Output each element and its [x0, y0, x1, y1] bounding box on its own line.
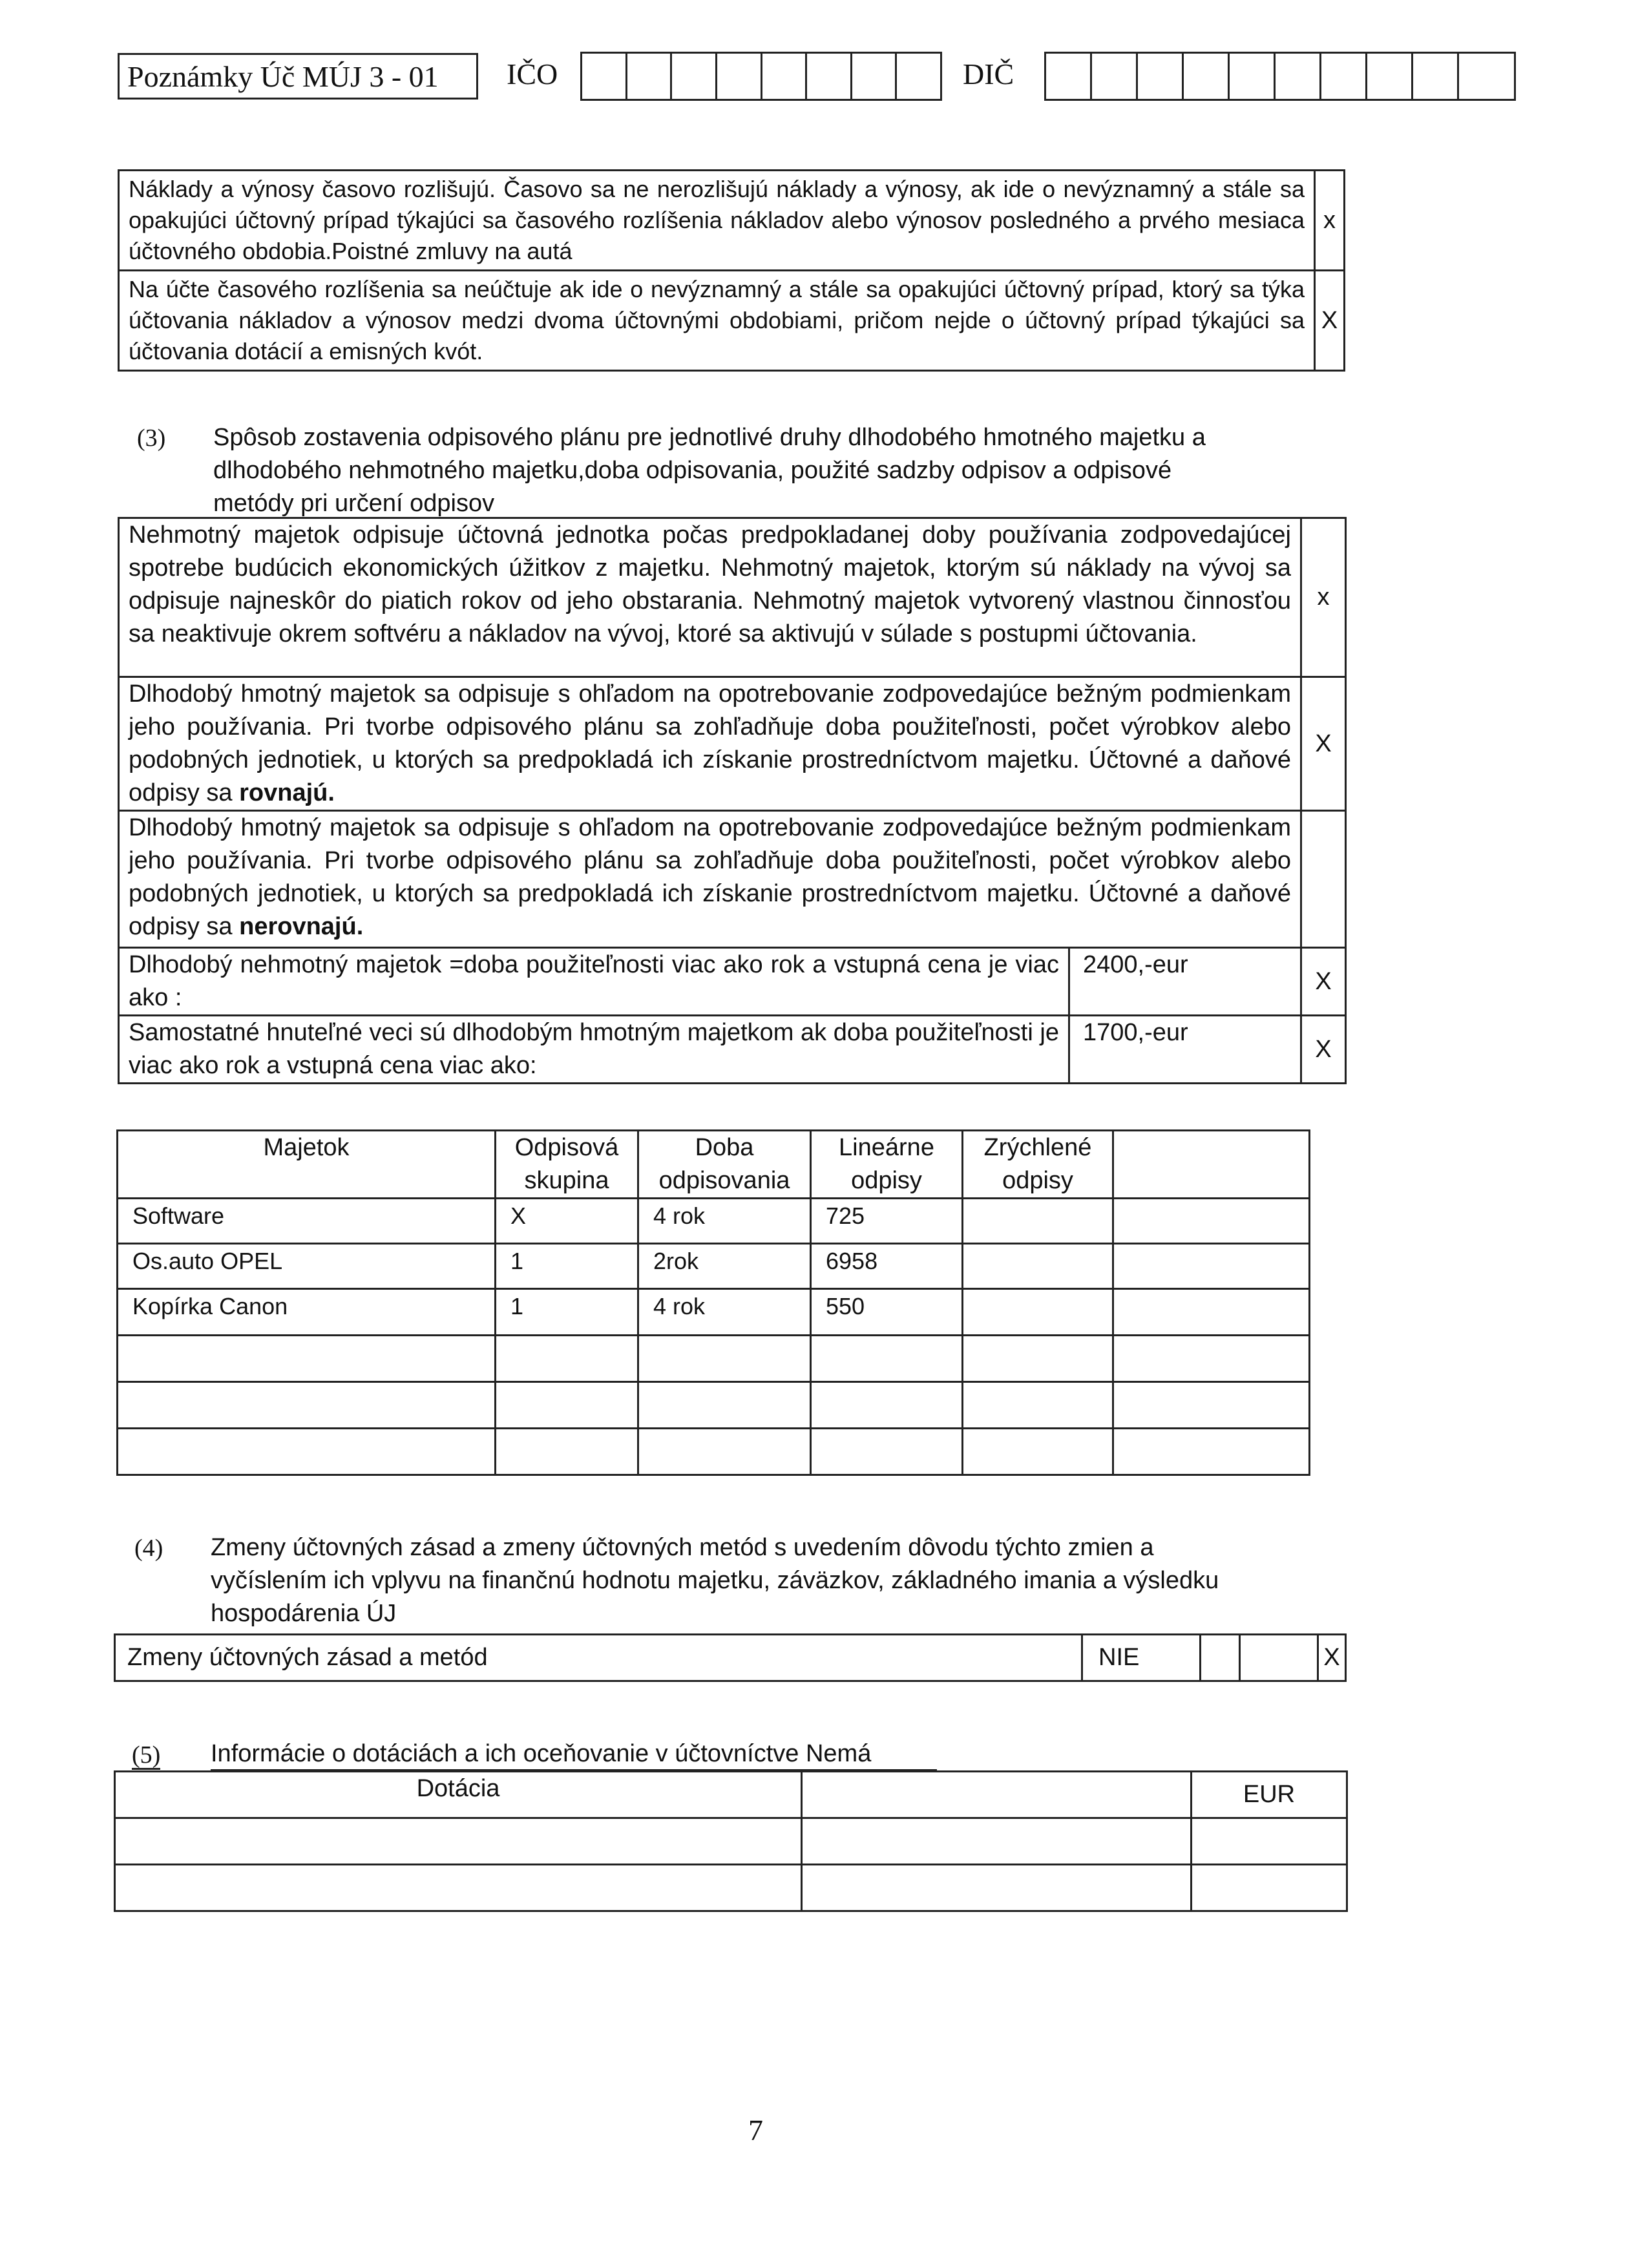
table-row [118, 1336, 1310, 1382]
cell-group [496, 1336, 638, 1382]
limit-text: Dlhodobý nehmotný majetok =doba použiteľnosti viac ako rok a vstupná cena je viac ako : [119, 948, 1069, 1016]
accrual-mark[interactable]: x [1315, 171, 1345, 271]
changes-empty[interactable] [1240, 1635, 1318, 1681]
table-row [118, 1199, 1310, 1244]
cell-group: X [496, 1199, 638, 1244]
changes-empty[interactable] [1201, 1635, 1240, 1681]
limit-value: 1700,-eur [1069, 1016, 1301, 1084]
cell-period [638, 1336, 811, 1382]
cell-group [496, 1429, 638, 1475]
assets-table [116, 1129, 1310, 1476]
table-row [119, 811, 1346, 948]
cell-asset: Software [118, 1199, 496, 1244]
cell-period: 4 rok [638, 1289, 811, 1336]
cell-extra [1113, 1199, 1310, 1244]
col-header-linear: Lineárne odpisy [811, 1131, 963, 1199]
accrual-text: Náklady a výnosy časovo rozlišujú. Časovo sa ne nerozlišujú náklady a výnosy, ak ide o nevýznamný a stále sa opakujúci účtovný prípad týkajúci sa časového rozlíšenia nákladov alebo výnosov posledného a prvého mesiaca účtovného obdobia.Poistné zmluvy na autá [119, 171, 1315, 271]
cell-period [638, 1382, 811, 1429]
cell-linear: 6958 [811, 1244, 963, 1289]
col-header-eur: EUR [1192, 1772, 1347, 1818]
form-label: Poznámky Úč MÚJ 3 - 01 [127, 60, 439, 93]
table-header-row [115, 1772, 1347, 1818]
cell-linear: 725 [811, 1199, 963, 1244]
cell-group: 1 [496, 1289, 638, 1336]
section5-title: Informácie o dotáciách a ich oceňovanie v účtovníctve Nemá [211, 1738, 937, 1771]
table-row [118, 1244, 1310, 1289]
col-header-asset: Majetok [118, 1131, 496, 1199]
limit-mark[interactable]: X [1301, 1016, 1346, 1084]
limit-text: Samostatné hnuteľné veci sú dlhodobým hmotným majetkom ak doba použiteľnosti je viac ako rok a vstupná cena viac ako: [119, 1016, 1069, 1084]
cell-period [638, 1429, 811, 1475]
table-row [115, 1818, 1347, 1865]
section4-title: Zmeny účtovných zásad a zmeny účtovných metód s uvedením dôvodu týchto zmien a vyčíslením ich vplyvu na finančnú hodnotu majetku, záväzkov, základného imania a výsledku hospodárenia ÚJ [211, 1534, 1219, 1627]
page-number: 7 [748, 2114, 763, 2147]
subsidies-table [114, 1770, 1348, 1912]
accrual-mark[interactable]: X [1315, 271, 1345, 371]
depreciation-emphasis: rovnajú. [239, 779, 335, 806]
depreciation-text: Dlhodobý hmotný majetok sa odpisuje s ohľadom na opotrebovanie zodpovedajúce bežným podmienkam jeho používania. Pri tvorbe odpisového plánu sa zohľadňuje doba použiteľnosti, počet výrobkov alebo podobných jednotiek, u ktorých sa predpokladá ich získanie prostredníctvom majetku. Účtovné a daňové odpisy sa rovnajú. [119, 677, 1301, 811]
cell-linear [811, 1382, 963, 1429]
table-row [119, 171, 1345, 271]
col-header-accelerated: Zrýchlené odpisy [963, 1131, 1113, 1199]
cell-period: 4 rok [638, 1199, 811, 1244]
depreciation-emphasis: nerovnajú. [239, 913, 364, 940]
cell-group: 1 [496, 1244, 638, 1289]
cell-linear [811, 1336, 963, 1382]
section4-number: (4) [134, 1535, 163, 1562]
cell-empty[interactable] [802, 1865, 1192, 1911]
depreciation-table [118, 517, 1347, 1084]
changes-mark[interactable]: X [1318, 1635, 1346, 1681]
depreciation-text: Dlhodobý hmotný majetok sa odpisuje s ohľadom na opotrebovanie zodpovedajúce bežným podmienkam jeho používania. Pri tvorbe odpisového plánu sa zohľadňuje doba použiteľnosti, počet výrobkov alebo podobných jednotiek, u ktorých sa predpokladá ich získanie prostredníctvom majetku. Účtovné a daňové odpisy sa nerovnajú. [119, 811, 1301, 948]
accrual-text: Na účte časového rozlíšenia sa neúčtuje ak ide o nevýznamný a stále sa opakujúci účtovný prípad, ktorý sa týka účtovania nákladov a výnosov medzi dvoma účtovnými obdobiami, pričom nejde o účtovný prípad týkajúci sa účtovania dotácií a emisných kvót. [119, 271, 1315, 371]
col-header-subsidy: Dotácia [115, 1772, 802, 1818]
cell-extra [1113, 1429, 1310, 1475]
section3-title: Spôsob zostavenia odpisového plánu pre jednotlivé druhy dlhodobého hmotného majetku a dlhodobého nehmotného majetku,doba odpisovania, použité sadzby odpisov a odpisové metódy pri určení odpisov [213, 424, 1206, 517]
cell-period: 2rok [638, 1244, 811, 1289]
cell-asset: Os.auto OPEL [118, 1244, 496, 1289]
table-row [115, 1865, 1347, 1911]
depreciation-text: Nehmotný majetok odpisuje účtovná jednotka počas predpokladanej doby používania zodpovedajúcej spotrebe budúcich ekonomických úžitkov z majetku. Nehmotný majetok, ktorým sú náklady na vývoj sa odpisuje najneskôr do piatich rokov od jeho obstarania. Nehmotný majetok vytvorený vlastnou činnosťou sa neaktivuje okrem softvéru a nákladov na vývoj, ktoré sa aktivujú v súlade s postupmi účtovania. [119, 518, 1301, 677]
changes-table [114, 1633, 1347, 1682]
cell-extra [1113, 1289, 1310, 1336]
table-row [115, 1635, 1346, 1681]
cell-asset [118, 1382, 496, 1429]
cell-linear [811, 1429, 963, 1475]
table-row [119, 948, 1346, 1016]
col-header-extra [1113, 1131, 1310, 1199]
changes-answer: NIE [1082, 1635, 1201, 1681]
cell-accelerated [963, 1382, 1113, 1429]
cell-accelerated [963, 1199, 1113, 1244]
ico-boxes[interactable] [580, 52, 942, 101]
depreciation-mark[interactable]: X [1301, 677, 1346, 811]
cell-empty[interactable] [1192, 1865, 1347, 1911]
table-row [119, 1016, 1346, 1084]
cell-asset [118, 1336, 496, 1382]
form-label-box [118, 53, 478, 100]
cell-group [496, 1382, 638, 1429]
cell-asset: Kopírka Canon [118, 1289, 496, 1336]
section5-number: (5) [132, 1741, 161, 1769]
cell-empty[interactable] [802, 1818, 1192, 1865]
table-row [118, 1429, 1310, 1475]
cell-linear: 550 [811, 1289, 963, 1336]
cell-empty[interactable] [115, 1818, 802, 1865]
table-header-row [118, 1131, 1310, 1199]
cell-accelerated [963, 1289, 1113, 1336]
cell-empty[interactable] [1192, 1818, 1347, 1865]
section3-number: (3) [137, 425, 166, 452]
col-header-period: Doba odpisovania [638, 1131, 811, 1199]
cell-accelerated [963, 1336, 1113, 1382]
cell-asset [118, 1429, 496, 1475]
cell-accelerated [963, 1244, 1113, 1289]
cell-extra [1113, 1244, 1310, 1289]
table-row [118, 1382, 1310, 1429]
cell-extra [1113, 1382, 1310, 1429]
cell-empty[interactable] [115, 1865, 802, 1911]
table-row [118, 1289, 1310, 1336]
dic-label: DIČ [963, 58, 1014, 90]
col-header-group: Odpisová skupina [496, 1131, 638, 1199]
cell-extra [1113, 1336, 1310, 1382]
dic-boxes[interactable] [1044, 52, 1516, 101]
limit-mark[interactable]: X [1301, 948, 1346, 1016]
ico-label: IČO [507, 58, 558, 90]
accruals-table [118, 169, 1345, 372]
cell-empty [802, 1772, 1192, 1818]
table-row [119, 677, 1346, 811]
depreciation-mark[interactable]: x [1301, 518, 1346, 677]
cell-accelerated [963, 1429, 1113, 1475]
depreciation-mark[interactable] [1301, 811, 1346, 948]
table-row [119, 518, 1346, 677]
changes-label: Zmeny účtovných zásad a metód [115, 1635, 1082, 1681]
limit-value: 2400,-eur [1069, 948, 1301, 1016]
table-row [119, 271, 1345, 371]
